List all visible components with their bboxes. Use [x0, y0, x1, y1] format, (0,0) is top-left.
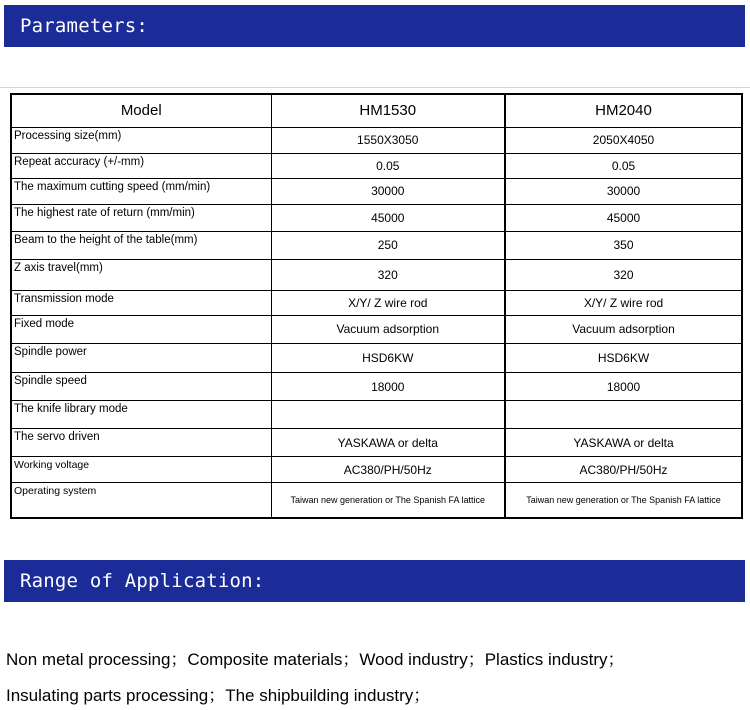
parameters-heading: Parameters: — [4, 5, 745, 47]
divider — [0, 87, 750, 88]
row-label: Spindle power — [11, 344, 271, 373]
row-value-hm2040: 45000 — [505, 204, 742, 231]
table-row — [11, 290, 742, 315]
row-value-hm1530: 18000 — [271, 373, 505, 401]
row-value-hm1530: Taiwan new generation or The Spanish FA lattice — [271, 483, 505, 518]
table-row — [11, 315, 742, 343]
table-row — [11, 483, 742, 518]
row-label: Working voltage — [11, 457, 271, 483]
row-value-hm1530: X/Y/ Z wire rod — [271, 290, 505, 315]
table-row — [11, 429, 742, 457]
row-label: The maximum cutting speed (mm/min) — [11, 178, 271, 204]
table-header-row — [11, 94, 742, 127]
row-value-hm2040: Vacuum adsorption — [505, 315, 742, 343]
header-model-hm2040: HM2040 — [505, 94, 742, 127]
range-of-application-heading: Range of Application: — [4, 560, 745, 602]
row-value-hm2040: 320 — [505, 259, 742, 290]
row-value-hm1530: 30000 — [271, 178, 505, 204]
spec-table — [10, 93, 743, 519]
row-value-hm2040: 2050X4050 — [505, 127, 742, 153]
table-row — [11, 401, 742, 429]
row-value-hm2040: AC380/PH/50Hz — [505, 457, 742, 483]
row-value-hm1530: HSD6KW — [271, 344, 505, 373]
table-row — [11, 204, 742, 231]
row-value-hm1530: AC380/PH/50Hz — [271, 457, 505, 483]
row-label: Operating system — [11, 483, 271, 518]
application-line: Non metal processing；Composite materials；Wood industry；Plastics industry； — [6, 650, 625, 669]
row-value-hm2040: 350 — [505, 231, 742, 259]
row-value-hm1530 — [271, 401, 505, 429]
row-value-hm1530: 45000 — [271, 204, 505, 231]
row-label: The highest rate of return (mm/min) — [11, 204, 271, 231]
row-value-hm1530: 1550X3050 — [271, 127, 505, 153]
row-label: Beam to the height of the table(mm) — [11, 231, 271, 259]
table-row — [11, 344, 742, 373]
row-label: Transmission mode — [11, 290, 271, 315]
row-label: Spindle speed — [11, 373, 271, 401]
row-value-hm2040: 30000 — [505, 178, 742, 204]
table-row — [11, 231, 742, 259]
row-value-hm1530: 250 — [271, 231, 505, 259]
row-label: Z axis travel(mm) — [11, 259, 271, 290]
row-value-hm2040: HSD6KW — [505, 344, 742, 373]
row-value-hm2040: Taiwan new generation or The Spanish FA lattice — [505, 483, 742, 518]
row-value-hm1530: YASKAWA or delta — [271, 429, 505, 457]
row-value-hm2040: 18000 — [505, 373, 742, 401]
row-label: Fixed mode — [11, 315, 271, 343]
table-row — [11, 259, 742, 290]
table-row — [11, 373, 742, 401]
row-value-hm2040: 0.05 — [505, 153, 742, 178]
row-label: Processing size(mm) — [11, 127, 271, 153]
table-row — [11, 153, 742, 178]
row-value-hm2040: YASKAWA or delta — [505, 429, 742, 457]
application-line: Insulating parts processing；The shipbuilding industry； — [6, 686, 431, 705]
row-value-hm1530: 320 — [271, 259, 505, 290]
row-value-hm2040 — [505, 401, 742, 429]
row-label: The servo driven — [11, 429, 271, 457]
row-value-hm1530: 0.05 — [271, 153, 505, 178]
header-model-hm1530: HM1530 — [271, 94, 505, 127]
table-row — [11, 127, 742, 153]
row-label: The knife library mode — [11, 401, 271, 429]
row-value-hm1530: Vacuum adsorption — [271, 315, 505, 343]
row-value-hm2040: X/Y/ Z wire rod — [505, 290, 742, 315]
table-row — [11, 457, 742, 483]
table-row — [11, 178, 742, 204]
header-model-label: Model — [11, 94, 271, 127]
row-label: Repeat accuracy (+/-mm) — [11, 153, 271, 178]
